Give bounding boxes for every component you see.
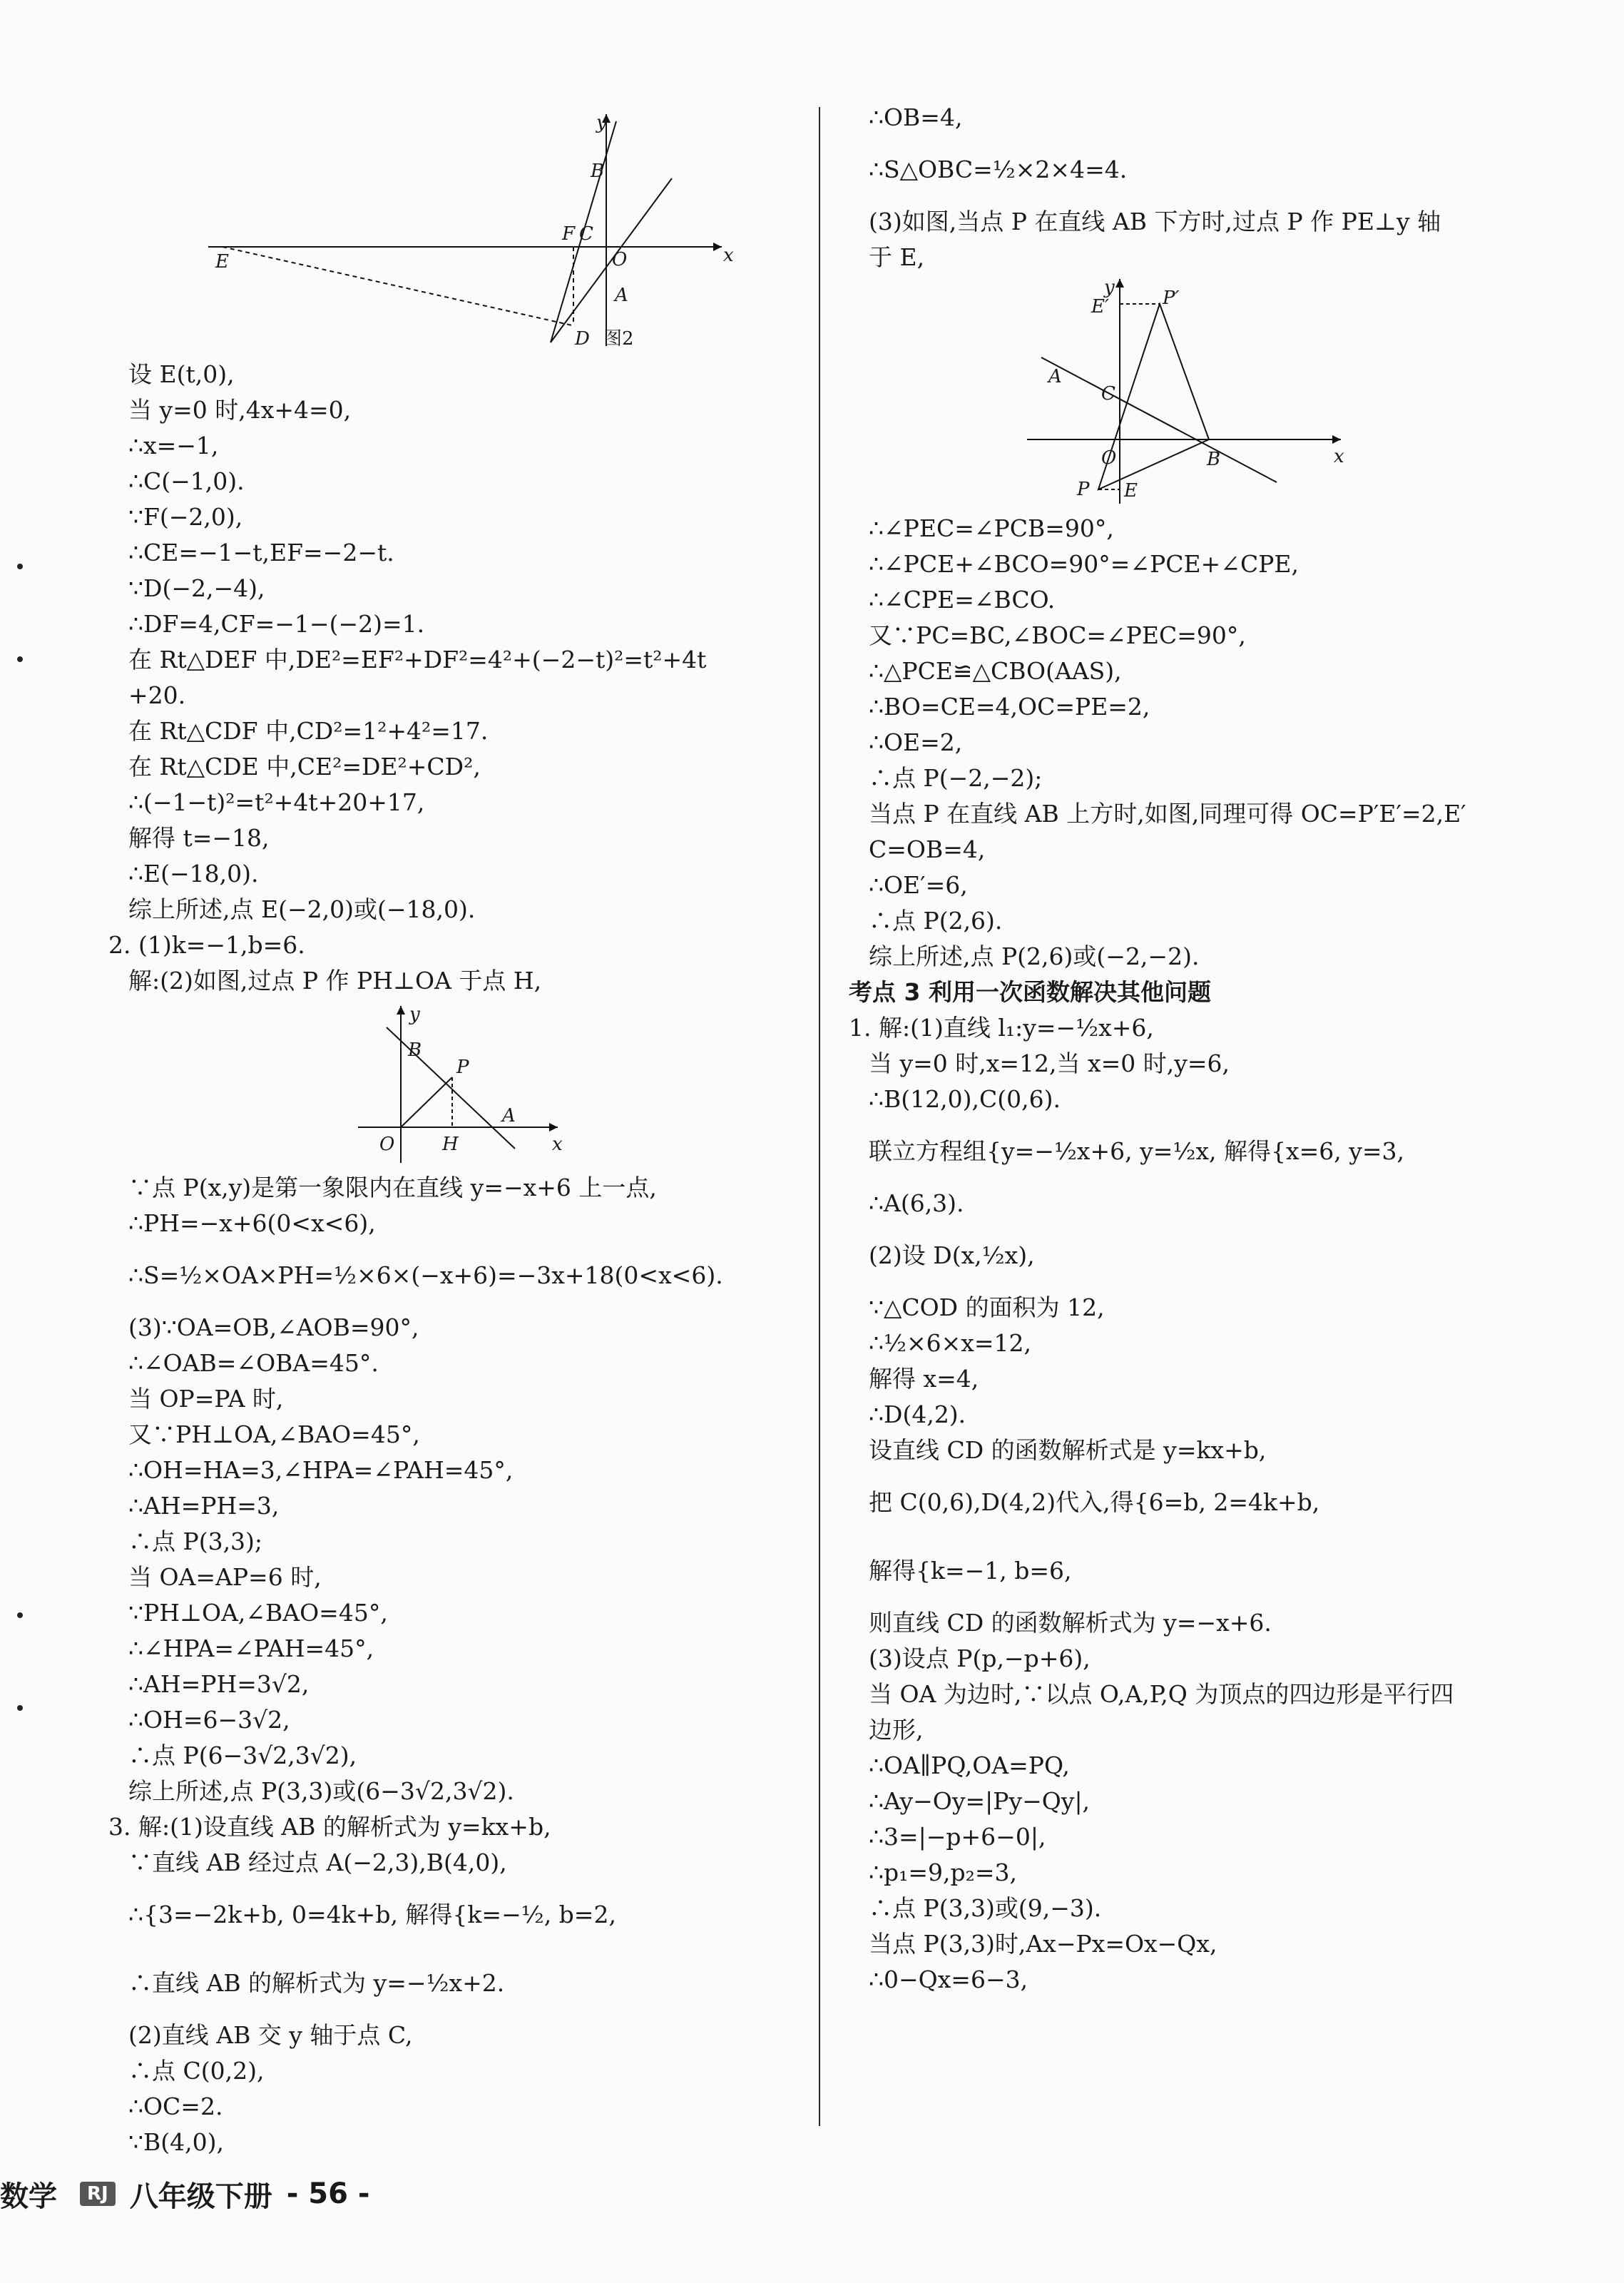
right-line: ∴A(6,3). — [869, 1189, 964, 1217]
figq2-label-O: O — [379, 1134, 395, 1155]
figq3-label-O: O — [1101, 447, 1117, 469]
left-line: 在 Rt△DEF 中,DE²=EF²+DF²=4²+(−2−t)²=t²+4t — [128, 646, 707, 673]
right-line: ∴点 P(2,6). — [869, 907, 1003, 935]
left-line: 2. (1)k=−1,b=6. — [108, 931, 305, 959]
left-line: 当 OP=PA 时, — [128, 1385, 284, 1413]
left-line: ∵F(−2,0), — [128, 503, 243, 531]
right-line: 1. 解:(1)直线 l₁:y=−½x+6, — [849, 1014, 1154, 1042]
figq3-label-P1: P′ — [1163, 288, 1180, 309]
left-line: ∴DF=4,CF=−1−(−2)=1. — [128, 610, 425, 638]
right-line: ∴点 P(−2,−2); — [869, 764, 1043, 792]
left-line: ∴OC=2. — [128, 2093, 223, 2120]
right-line: 联立方程组{y=−½x+6, y=½x, 解得{x=6, y=3, — [869, 1137, 1405, 1165]
left-line: (2)直线 AB 交 y 轴于点 C, — [128, 2021, 413, 2049]
left-column — [108, 100, 800, 2160]
figq2-label-A: A — [502, 1105, 516, 1127]
left-line: ∴E(−18,0). — [128, 860, 259, 888]
left-line: 在 Rt△CDE 中,CE²=DE²+CD², — [128, 753, 481, 781]
figq3-label-x: x — [1334, 446, 1344, 467]
left-line: 设 E(t,0), — [128, 360, 235, 388]
left-line: ∴CE=−1−t,EF=−2−t. — [128, 539, 394, 566]
fig2-label-D: D — [575, 328, 590, 350]
right-line: 解得 x=4, — [869, 1365, 979, 1393]
fig2-label-y: y — [596, 112, 607, 133]
margin-dot — [17, 1705, 23, 1711]
footer-page-number: - 56 - — [286, 2177, 370, 2210]
right-line: ∴D(4,2). — [869, 1400, 966, 1428]
right-line: (3)如图,当点 P 在直线 AB 下方时,过点 P 作 PE⊥y 轴 — [869, 208, 1441, 235]
left-line: 在 Rt△CDF 中,CD²=1²+4²=17. — [128, 717, 489, 745]
fig2-label-O: O — [612, 249, 628, 270]
left-line: ∴PH=−x+6(0<x<6), — [128, 1209, 376, 1237]
left-line: 又∵PH⊥OA,∠BAO=45°, — [128, 1420, 420, 1448]
right-line: ∴∠CPE=∠BCO. — [869, 586, 1056, 614]
left-line: ∴{3=−2k+b, 0=4k+b, 解得{k=−½, b=2, — [128, 1901, 616, 1928]
right-line: ∴△PCE≌△CBO(AAS), — [869, 657, 1122, 685]
right-line: ∴∠PCE+∠BCO=90°=∠PCE+∠CPE, — [869, 550, 1299, 578]
left-line: (3)∵OA=OB,∠AOB=90°, — [128, 1313, 419, 1341]
right-line: 把 C(0,6),D(4,2)代入,得{6=b, 2=4k+b, — [869, 1488, 1320, 1516]
margin-dot — [17, 656, 23, 662]
figq2-label-y: y — [409, 1004, 420, 1025]
figq3-label-C: C — [1101, 383, 1115, 405]
fig2-caption: 图2 — [603, 328, 634, 350]
left-line: ∴OH=HA=3,∠HPA=∠PAH=45°, — [128, 1456, 514, 1484]
left-line: +20. — [128, 681, 186, 709]
left-line: ∴S=½×OA×PH=½×6×(−x+6)=−3x+18(0<x<6). — [128, 1261, 723, 1289]
figq3-label-E: E — [1124, 480, 1138, 502]
right-line: 则直线 CD 的函数解析式为 y=−x+6. — [869, 1609, 1272, 1637]
right-line: 边形, — [869, 1716, 924, 1744]
fig2-label-F: F — [562, 223, 576, 245]
fig2-label-x: x — [723, 245, 734, 266]
right-line: ∴OA∥PQ,OA=PQ, — [869, 1751, 1070, 1779]
right-line: ∴3=|−p+6−0|, — [869, 1823, 1046, 1851]
right-line: 当点 P 在直线 AB 上方时,如图,同理可得 OC=P′E′=2,E′ — [869, 800, 1466, 828]
right-line: ∵△COD 的面积为 12, — [869, 1293, 1105, 1321]
right-line: ∴½×6×x=12, — [869, 1329, 1032, 1357]
figure-q2 — [351, 999, 800, 1170]
left-line: ∴点 P(3,3); — [128, 1527, 263, 1555]
right-line: ∴点 P(3,3)或(9,−3). — [869, 1894, 1102, 1922]
left-line: ∴点 P(6−3√2,3√2), — [128, 1742, 357, 1769]
fig2-label-B: B — [591, 161, 605, 182]
right-line: 又∵PC=BC,∠BOC=∠PEC=90°, — [869, 621, 1246, 649]
right-line: (3)设点 P(p,−p+6), — [869, 1644, 1091, 1672]
left-line: ∵PH⊥OA,∠BAO=45°, — [128, 1599, 388, 1627]
left-line: ∴直线 AB 的解析式为 y=−½x+2. — [128, 1969, 505, 1997]
footer-subject: 数学 — [0, 2180, 57, 2213]
footer-grade: 八年级下册 — [129, 2180, 272, 2213]
left-line: ∴x=−1, — [128, 432, 219, 459]
right-line: ∴OE=2, — [869, 728, 963, 756]
right-line: 设直线 CD 的函数解析式是 y=kx+b, — [869, 1436, 1267, 1464]
right-line: 当 OA 为边时,∵以点 O,A,P,Q 为顶点的四边形是平行四 — [869, 1680, 1454, 1708]
left-line: 综上所述,点 E(−2,0)或(−18,0). — [128, 895, 476, 923]
right-line: 当点 P(3,3)时,Ax−Px=Ox−Qx, — [869, 1930, 1217, 1958]
margin-dot — [17, 1612, 23, 1618]
right-line: 于 E, — [869, 243, 925, 271]
fig2-label-A: A — [615, 285, 628, 306]
left-line: 当 OA=AP=6 时, — [128, 1563, 322, 1591]
right-line: ∴0−Qx=6−3, — [869, 1966, 1028, 1993]
left-line: ∵D(−2,−4), — [128, 574, 265, 602]
right-line: ∴S△OBC=½×2×4=4. — [869, 156, 1128, 183]
right-line: ∴OE′=6, — [869, 871, 968, 899]
figq2-label-x: x — [552, 1134, 563, 1155]
figq2-label-B: B — [408, 1039, 422, 1061]
right-line: 考点 3 利用一次函数解决其他问题 — [849, 978, 1211, 1006]
column-divider — [819, 107, 820, 2126]
margin-dot — [17, 564, 23, 569]
figure-2 — [108, 100, 800, 357]
right-line: ∴p₁=9,p₂=3, — [869, 1859, 1017, 1886]
figq2-label-P: P — [456, 1057, 469, 1078]
right-line: ∴Ay−Oy=|Py−Qy|, — [869, 1787, 1091, 1815]
figq3-label-E1: E′ — [1091, 296, 1109, 317]
right-line: ∴∠PEC=∠PCB=90°, — [869, 514, 1114, 542]
right-line: 解得{k=−1, b=6, — [869, 1557, 1072, 1585]
left-line: 解得 t=−18, — [128, 824, 270, 852]
left-line: 当 y=0 时,4x+4=0, — [128, 396, 352, 424]
fig2-label-C: C — [579, 223, 593, 245]
right-line: 当 y=0 时,x=12,当 x=0 时,y=6, — [869, 1049, 1230, 1077]
footer-edition-badge: RJ — [80, 2182, 116, 2206]
right-line: (2)设 D(x,½x), — [869, 1241, 1035, 1269]
left-line: ∴∠HPA=∠PAH=45°, — [128, 1634, 374, 1662]
page-footer — [0, 2169, 384, 2219]
left-line: ∵点 P(x,y)是第一象限内在直线 y=−x+6 上一点, — [128, 1174, 657, 1201]
right-column — [849, 100, 1576, 1998]
left-line: ∵直线 AB 经过点 A(−2,3),B(4,0), — [128, 1849, 507, 1876]
right-line: C=OB=4, — [869, 835, 986, 863]
left-line: ∴AH=PH=3, — [128, 1492, 280, 1520]
left-line: ∴点 C(0,2), — [128, 2057, 265, 2085]
left-line: ∴AH=PH=3√2, — [128, 1670, 310, 1698]
right-line: ∴OB=4, — [869, 103, 963, 131]
figq3-label-A: A — [1048, 366, 1062, 387]
right-line: ∴BO=CE=4,OC=PE=2, — [869, 693, 1150, 721]
left-line: ∵B(4,0), — [128, 2128, 224, 2156]
figq3-label-y: y — [1104, 277, 1115, 298]
right-line: ∴B(12,0),C(0,6). — [869, 1085, 1061, 1113]
figq3-label-B: B — [1207, 449, 1221, 470]
left-line: ∴∠OAB=∠OBA=45°. — [128, 1349, 379, 1377]
left-line: ∴OH=6−3√2, — [128, 1706, 290, 1734]
fig2-label-E: E — [215, 251, 229, 273]
right-line: 综上所述,点 P(2,6)或(−2,−2). — [869, 942, 1200, 970]
figure-q3 — [1020, 275, 1576, 511]
left-line: 3. 解:(1)设直线 AB 的解析式为 y=kx+b, — [108, 1813, 551, 1841]
figq3-label-P: P — [1077, 479, 1090, 500]
left-line: 解:(2)如图,过点 P 作 PH⊥OA 于点 H, — [128, 967, 542, 995]
figq2-label-H: H — [442, 1134, 459, 1155]
left-line: ∴(−1−t)²=t²+4t+20+17, — [128, 788, 425, 816]
left-line: 综上所述,点 P(3,3)或(6−3√2,3√2). — [128, 1777, 514, 1805]
left-line: ∴C(−1,0). — [128, 467, 245, 495]
